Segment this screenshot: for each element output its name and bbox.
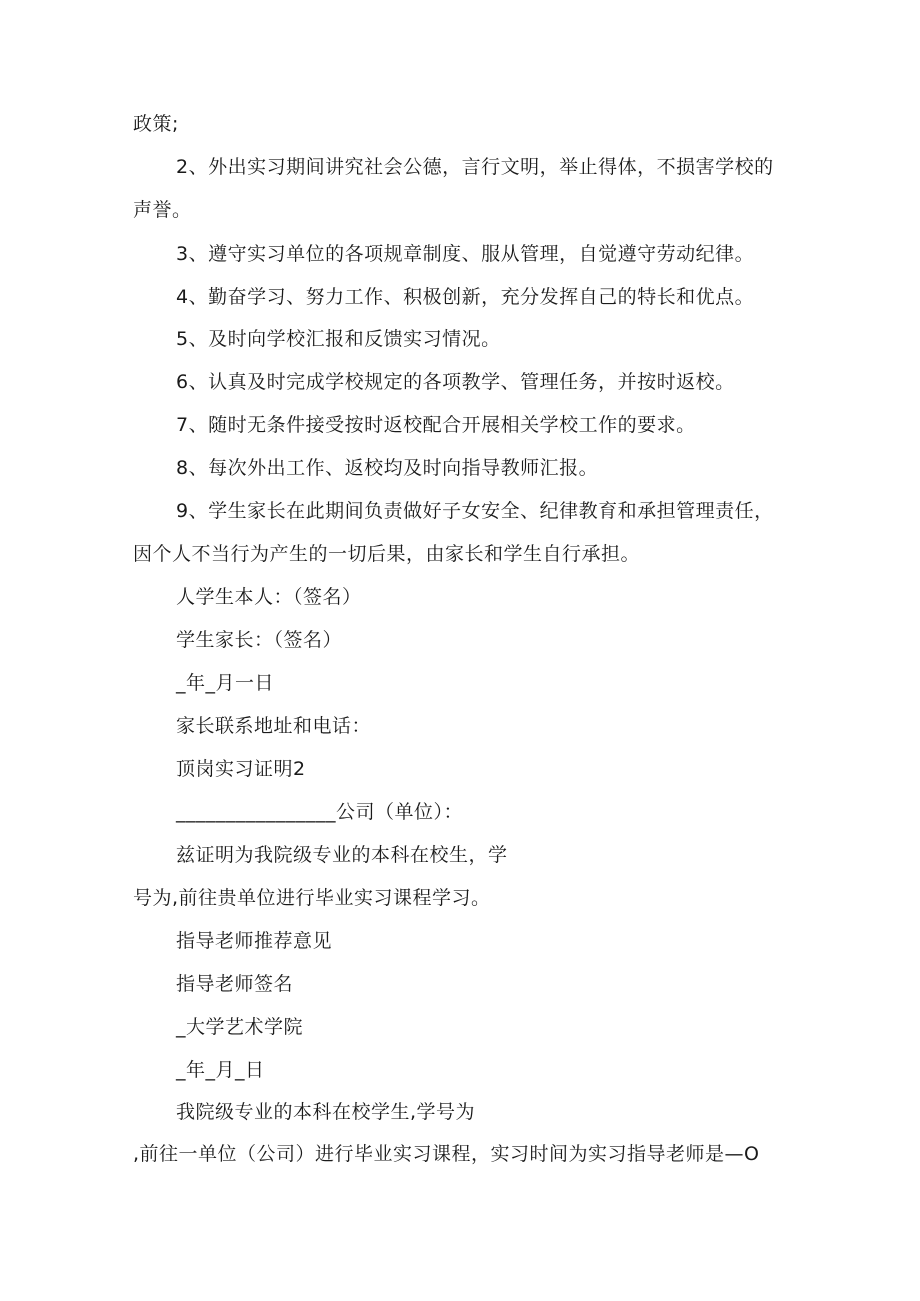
text-line: 政策; xyxy=(133,113,179,135)
text-line: 声誉。 xyxy=(133,199,192,221)
text-line: 指导老师签名 xyxy=(176,973,294,995)
text-line: 指导老师推荐意见 xyxy=(176,930,333,952)
text-line: 8、每次外出工作、返校均及时向指导教师汇报。 xyxy=(176,457,599,479)
text-line: 5、及时向学校汇报和反馈实习情况。 xyxy=(176,328,501,350)
section-title: 顶岗实习证明2 xyxy=(176,758,306,780)
text-line: 人学生本人：（签名） xyxy=(176,586,362,608)
text-line: 2、外出实习期间讲究社会公德，言行文明，举止得体，不损害学校的 xyxy=(176,156,774,178)
text-line: ,前往一单位（公司）进行毕业实习课程，实习时间为实习指导老师是—O xyxy=(133,1143,760,1165)
text-line: 兹证明为我院级专业的本科在校生，学 xyxy=(176,844,508,866)
text-line: 9、学生家长在此期间负责做好子女安全、纪律教育和承担管理责任， xyxy=(176,500,774,522)
text-line: _年_月一日 xyxy=(176,672,275,694)
text-line: 我院级专业的本科在校学生,学号为 xyxy=(176,1101,476,1123)
text-line: 4、勤奋学习、努力工作、积极创新，充分发挥自己的特长和优点。 xyxy=(176,286,755,308)
text-line: ________________公司（单位）： xyxy=(176,801,464,823)
text-line: 3、遵守实习单位的各项规章制度、服从管理，自觉遵守劳动纪律。 xyxy=(176,243,755,265)
text-line: 学生家长：（签名） xyxy=(176,629,343,651)
text-line: 7、随时无条件接受按时返校配合开展相关学校工作的要求。 xyxy=(176,414,696,436)
text-line: 家长联系地址和电话： xyxy=(176,715,372,737)
text-line: 号为,前往贵单位进行毕业实习课程学习。 xyxy=(133,887,491,909)
text-line: 因个人不当行为产生的一切后果，由家长和学生自行承担。 xyxy=(133,543,641,565)
text-line: 6、认真及时完成学校规定的各项教学、管理任务，并按时返校。 xyxy=(176,371,735,393)
text-line: _大学艺术学院 xyxy=(176,1016,304,1038)
text-line: _年_月_日 xyxy=(176,1059,265,1081)
